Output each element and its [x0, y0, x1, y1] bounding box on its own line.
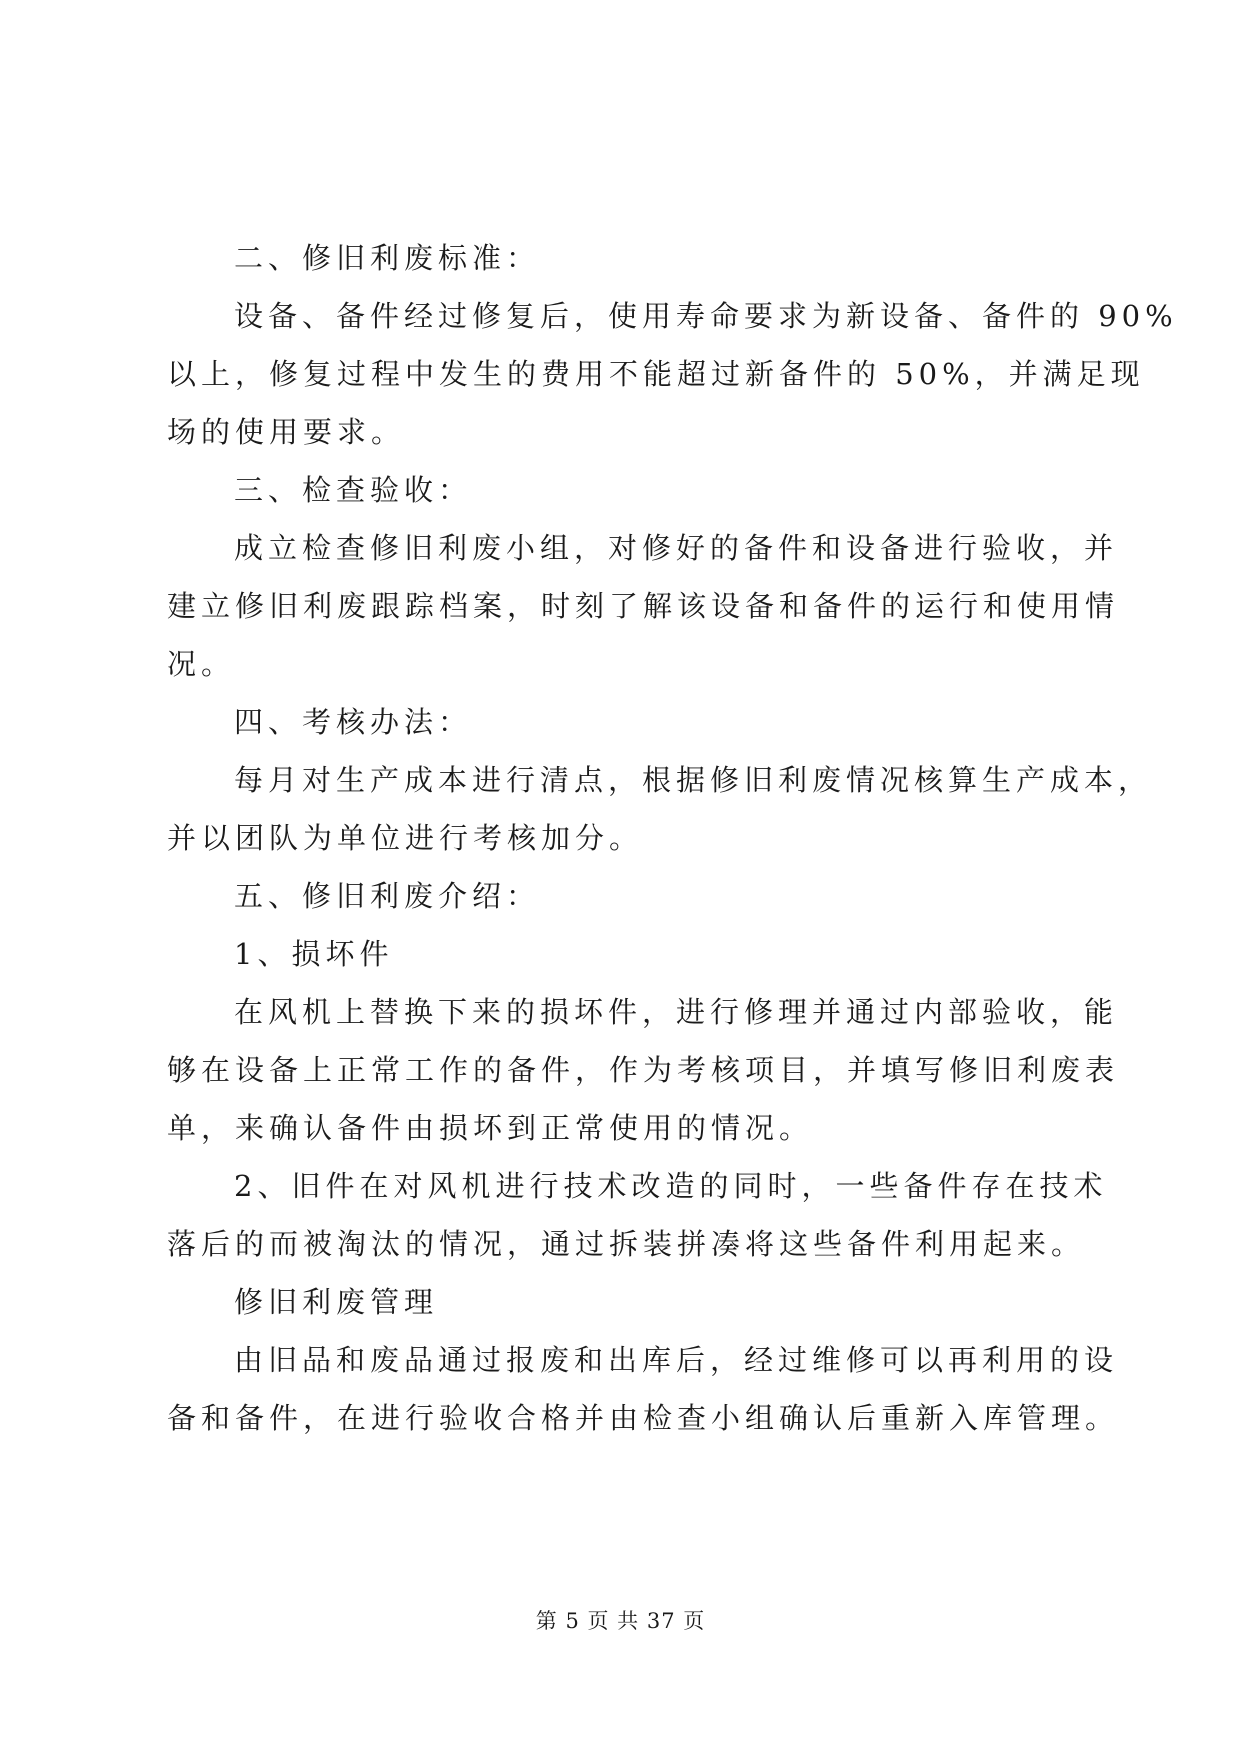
- paragraph-line: 由旧品和废品通过报废和出库后，经过维修可以再利用的设: [234, 1343, 1119, 1377]
- page-number-footer: 第 5 页 共 37 页: [535, 1609, 706, 1633]
- paragraph-line: 场的使用要求。: [167, 415, 406, 449]
- paragraph-line: 每月对生产成本进行清点，根据修旧利废情况核算生产成本，: [234, 763, 1153, 797]
- section-heading-inspection: 三、检查验收：: [234, 473, 473, 507]
- section-heading-introduction: 五、修旧利废介绍：: [234, 879, 541, 913]
- section-heading-standard: 二、修旧利废标准：: [234, 241, 541, 275]
- paragraph-line: 在风机上替换下来的损坏件，进行修理并通过内部验收，能: [234, 995, 1119, 1029]
- paragraph-line: 备和备件，在进行验收合格并由检查小组确认后重新入库管理。: [167, 1401, 1120, 1435]
- subsection-heading-management: 修旧利废管理: [234, 1285, 439, 1319]
- paragraph-line: 落后的而被淘汰的情况，通过拆装拼凑将这些备件利用起来。: [167, 1227, 1086, 1261]
- paragraph-line: 成立检查修旧利废小组，对修好的备件和设备进行验收，并: [234, 531, 1119, 565]
- section-heading-assessment: 四、考核办法：: [234, 705, 473, 739]
- paragraph-line: 够在设备上正常工作的备件，作为考核项目，并填写修旧利废表: [167, 1053, 1120, 1087]
- paragraph-line: 2、旧件在对风机进行技术改造的同时，一些备件存在技术: [234, 1169, 1108, 1203]
- subsection-heading-damaged-parts: 1、损坏件: [234, 937, 394, 971]
- paragraph-line: 设备、备件经过修复后，使用寿命要求为新设备、备件的 90%: [234, 299, 1178, 333]
- paragraph-line: 建立修旧利废跟踪档案，时刻了解该设备和备件的运行和使用情: [167, 589, 1120, 623]
- paragraph-line: 单，来确认备件由损坏到正常使用的情况。: [167, 1111, 814, 1145]
- paragraph-line: 并以团队为单位进行考核加分。: [167, 821, 644, 855]
- paragraph-line: 以上，修复过程中发生的费用不能超过新备件的 50%，并满足现: [167, 357, 1145, 391]
- paragraph-line: 况。: [167, 647, 236, 681]
